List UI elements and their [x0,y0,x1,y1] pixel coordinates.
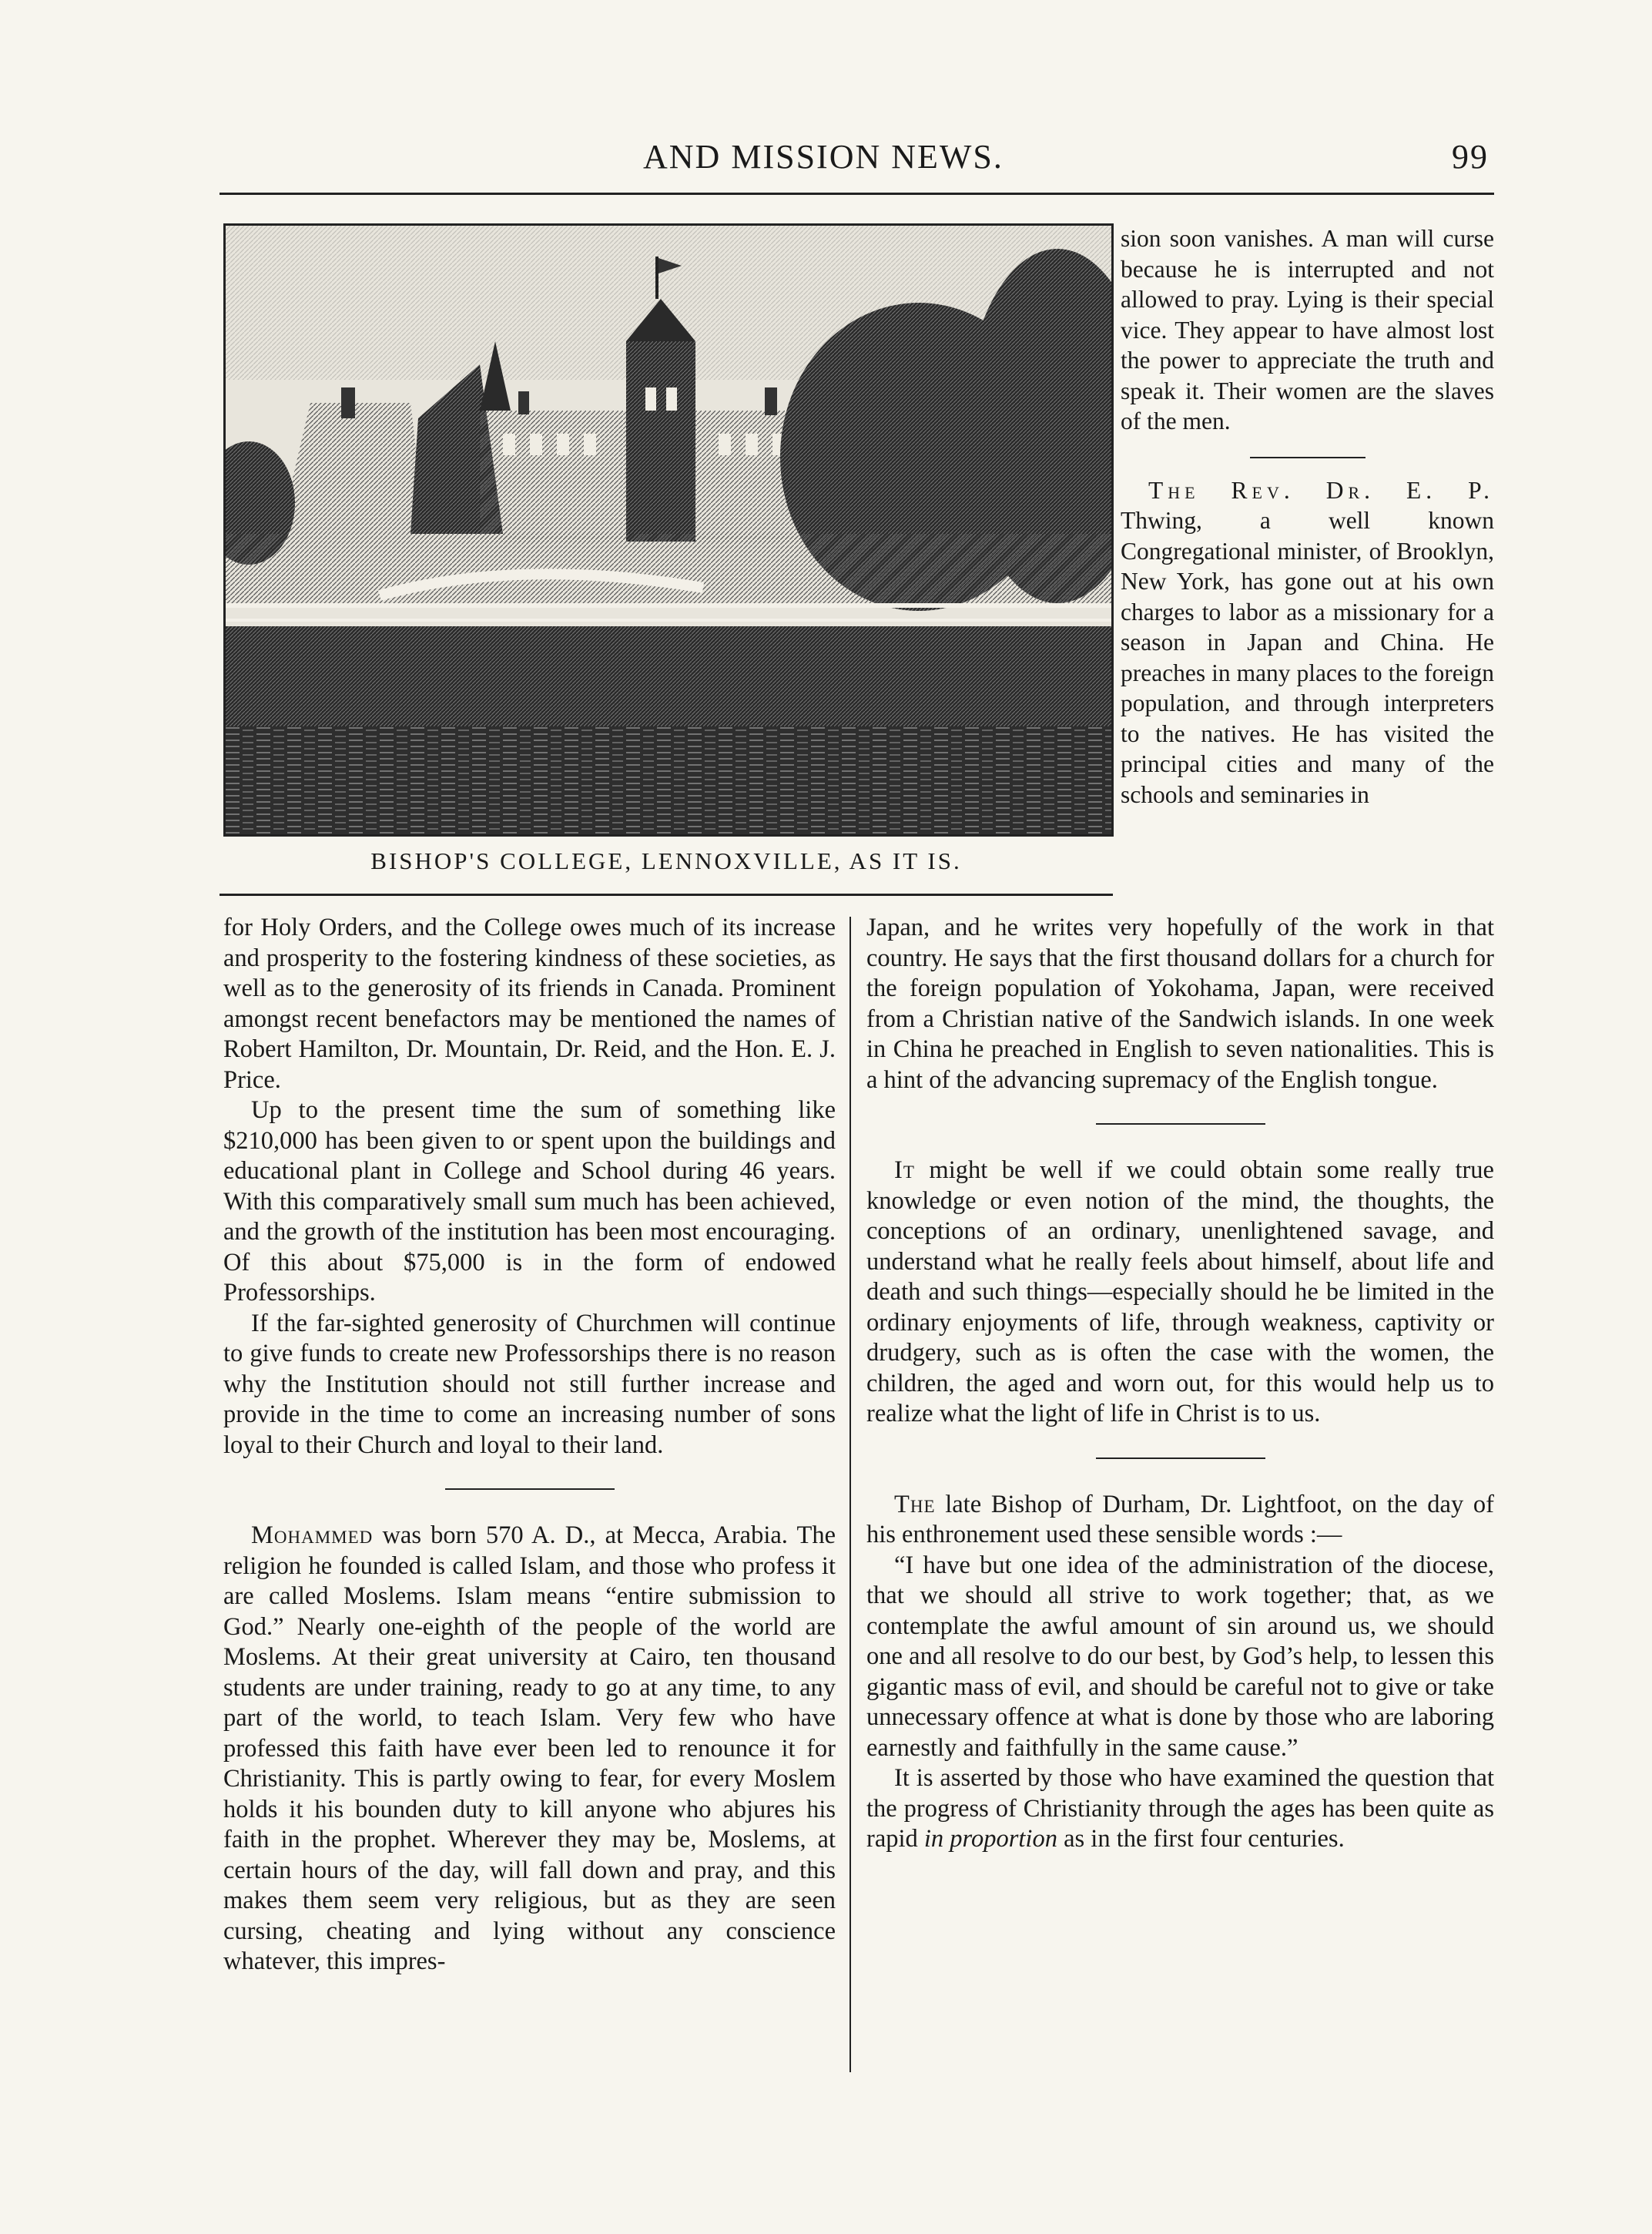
paragraph: Japan, and he writes very hopefully of the work in that country. He says that the first thousand dollars for a church for the foreign population of Yokohama, Japan, were received from a Christian native of the Sandwich islands. In one week in China he preached in English to seven nationalities. This is a hint of the advancing supremacy of the English tongue. [866,914,1494,1094]
paragraph [866,1156,1494,1430]
emphasis: in proportion [923,1825,1057,1853]
paragraph-text: late Bishop of Durham, Dr. Lightfoot, on the day of his enthronement used these sensible words :— [866,1490,1494,1548]
college-engraving [223,223,1114,837]
paragraph [223,1521,836,1977]
paragraph [1121,475,1494,810]
paragraph-text: was born 570 A. D., at Mecca, Arabia. The religion he founded is called Islam, and those who profess it are called Moslems. Islam means “entire submission to God.” Nearly one-eighth of the people of the world are Moslems. At their great university at Cairo, ten thousand students are under training, ready to go at any time, to any part of the world, to teach Islam. Very few who have professed this faith have ever been led to renounce it for Christianity. This is partly owing to fear, for every Moslem holds it his bounden duty to kill anyone who abjures his faith in the prophet. Wherever they may be, Moslems, at certain hours of the day, will fall down and pray, and this makes them seem very religious, but as they are seen cursing, cheating and lying without any conscience whatever, this impres- [223,1521,836,1975]
paragraph: Up to the present time the sum of something like $210,000 has been given to or spent upon the buildings and educational plant in College and School during 46 years. With this comparatively small sum much has been achieved, and the growth of the institution has been most encouraging. Of this about $75,000 is in the form of endowed Professorships. [223,1096,836,1307]
page-number: 99 [1452,138,1489,176]
running-title: AND MISSION NEWS. [643,138,1004,176]
column-divider [849,917,851,2072]
section-divider [1250,457,1365,458]
paragraph-text: It is asserted by those who have examined the question that the progress of Christianity through the ages has been quite as rapid [866,1764,1494,1853]
right-column [866,913,1494,1855]
lead-words: The Rev. Dr. E. P. [1148,476,1494,504]
paragraph-text: Thwing, a well known Congregational minister, of Brooklyn, New York, has gone out at his own charges to labor as a missionary for a season in Japan and China. He preaches in many places to the foreign population, and through interpreters to the natives. He has visited the principal cities and many of the schools and seminaries in [1121,507,1494,808]
caption-rule [219,894,1113,896]
paragraph [866,1490,1494,1551]
lead-words: It [894,1156,915,1184]
left-column [223,913,836,1977]
quotation: “I have but one idea of the administration of the diocese, that we should all strive to work together; that, as we contemplate the awful amount of sin around us, we should one and all resolve to do our best, by God’s help, to lessen this gigantic mass of evil, and should be careful not to give or take unnecessary offence at what is done by those who are laboring earnestly and faithfully in the same cause.” [866,1551,1494,1762]
section-divider [445,1488,615,1490]
header-rule [219,193,1494,195]
paragraph: If the far-sighted generosity of Churchmen will continue to give funds to create new Professorships there is no reason why the Institution should not still further increase and provide in the time to come an increasing number of sons loyal to their Church and loyal to their land. [223,1309,836,1459]
paragraph-text: might be well if we could obtain some really true knowledge or even notion of the mind, the thoughts, the conceptions of an ordinary, unenlightened savage, and understand what he really feels about himself, about life and death and such things—especially should he be limited in the ordinary enjoyments of life, through weakness, captivity or drudgery, such as is often the case with the women, the children, the aged and worn out, for this would help us to realize what the light of life in Christ is to us. [866,1156,1494,1427]
section-divider [1096,1457,1265,1459]
paragraph [866,1763,1494,1855]
running-head [0,137,1652,180]
lead-words: The [894,1490,936,1518]
lead-words: Mohammed [251,1521,374,1549]
paragraph-text: as in the first four centuries. [1057,1825,1345,1853]
college-building-illustration [226,226,1111,834]
paragraph: for Holy Orders, and the College owes much of its increase and prosperity to the fostering kindness of these societies, as well as to the generosity of its friends in Canada. Prominent amongst recent benefactors may be mentioned the names of Robert Hamilton, Dr. Mountain, Dr. Reid, and the Hon. E. J. Price. [223,914,836,1094]
figure-caption: BISHOP'S COLLEGE, LENNOXVILLE, AS IT IS. [370,847,962,874]
paragraph: sion soon vanishes. A man will curse because he is interrupted and not allowed to pray. Lying is their special vice. They appear to have almost lost the power to appreciate the truth and speak it. Their women are the slaves of the men. [1121,225,1494,434]
section-divider [1096,1123,1265,1125]
right-top-column [1121,223,1494,810]
